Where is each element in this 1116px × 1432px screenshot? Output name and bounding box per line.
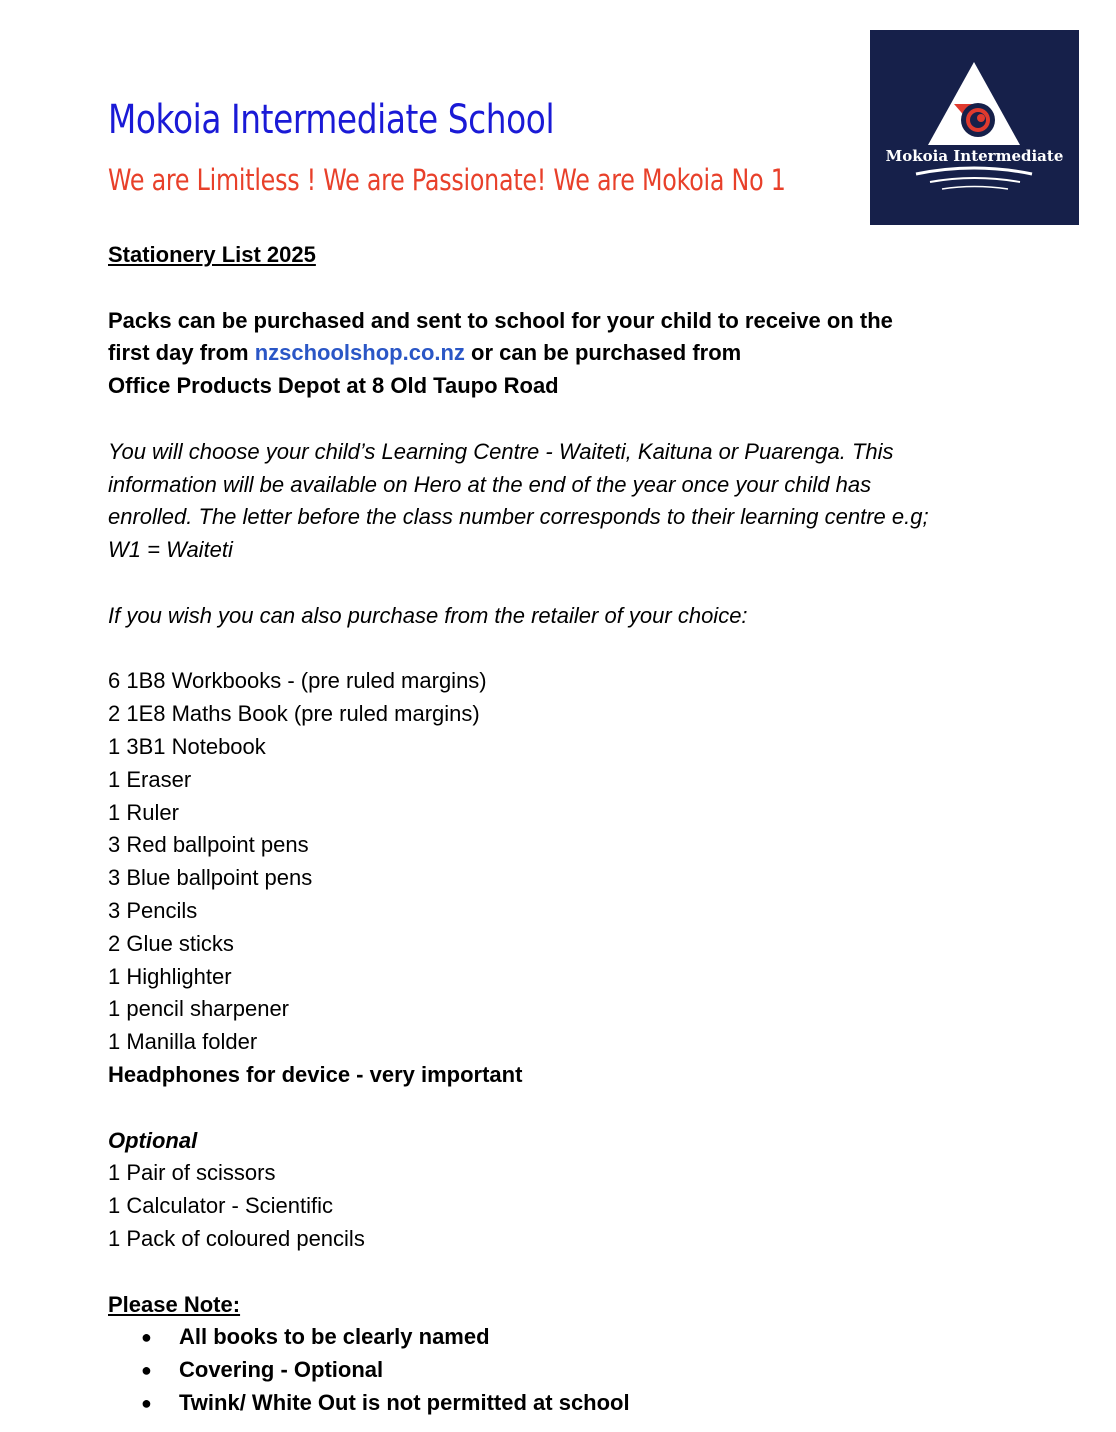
optional-item: 1 Pair of scissors <box>108 1160 276 1186</box>
packs-line-1: Packs can be purchased and sent to school for your child to receive on the <box>108 307 893 333</box>
retailer-text: If you wish you can also purchase from the retailer of your choice: <box>108 602 748 628</box>
notes-list <box>108 1321 1068 1419</box>
centre-line-4: W1 = Waiteti <box>108 537 233 563</box>
list-item: 1 Manilla folder <box>108 1029 258 1055</box>
note-item <box>108 1387 1068 1420</box>
list-item: 2 Glue sticks <box>108 930 234 956</box>
bullet-icon: ● <box>141 1327 152 1348</box>
centre-line-1: You will choose your child’s Learning Centre - Waiteti, Kaituna or Puarenga. This <box>108 438 894 464</box>
optional-heading: Optional <box>108 1127 198 1153</box>
note-text: All books to be clearly named <box>179 1324 490 1350</box>
bullet-icon: ● <box>141 1392 152 1413</box>
school-name: Mokoia Intermediate School <box>108 97 555 143</box>
note-text: Covering - Optional <box>179 1357 384 1383</box>
list-title: Stationery List 2025 <box>108 242 316 267</box>
headphones-item: Headphones for device - very important <box>108 1061 523 1087</box>
note-heading: Please Note: <box>108 1291 241 1317</box>
packs-line-2 <box>108 337 1068 370</box>
list-item: 1 Eraser <box>108 766 192 792</box>
packs-line-2-prefix: first day from <box>108 340 255 366</box>
bullet-icon: ● <box>141 1360 152 1381</box>
list-item: 1 pencil sharpener <box>108 996 290 1022</box>
centre-line-3: enrolled. The letter before the class number corresponds to their learning centre e.g; <box>108 504 929 530</box>
school-logo <box>870 30 1079 225</box>
list-item: 1 Ruler <box>108 799 179 825</box>
list-item: 2 1E8 Maths Book (pre ruled margins) <box>108 701 480 727</box>
note-item <box>108 1321 1068 1354</box>
list-item: 6 1B8 Workbooks - (pre ruled margins) <box>108 668 487 694</box>
note-item <box>108 1354 1068 1387</box>
list-item: 3 Blue ballpoint pens <box>108 865 313 891</box>
document-body <box>108 239 1068 1420</box>
school-motto: We are Limitless ! We are Passionate! We are Mokoia No 1 <box>108 163 786 197</box>
nzschoolshop-link[interactable]: nzschoolshop.co.nz <box>254 340 465 366</box>
list-item: 3 Red ballpoint pens <box>108 832 309 858</box>
logo-emblem-icon <box>870 30 1079 225</box>
packs-line-3: Office Products Depot at 8 Old Taupo Road <box>108 373 559 399</box>
list-item: 1 3B1 Notebook <box>108 733 266 759</box>
list-item: 3 Pencils <box>108 897 198 923</box>
list-item: 1 Highlighter <box>108 963 232 989</box>
centre-line-2: information will be available on Hero at the end of the year once your child has <box>108 471 872 497</box>
note-text: Twink/ White Out is not permitted at school <box>179 1389 630 1415</box>
logo-text: Mokoia Intermediate <box>885 147 1064 165</box>
packs-line-2-suffix: or can be purchased from <box>464 340 742 366</box>
optional-item: 1 Pack of coloured pencils <box>108 1225 365 1251</box>
optional-item: 1 Calculator - Scientific <box>108 1193 333 1219</box>
